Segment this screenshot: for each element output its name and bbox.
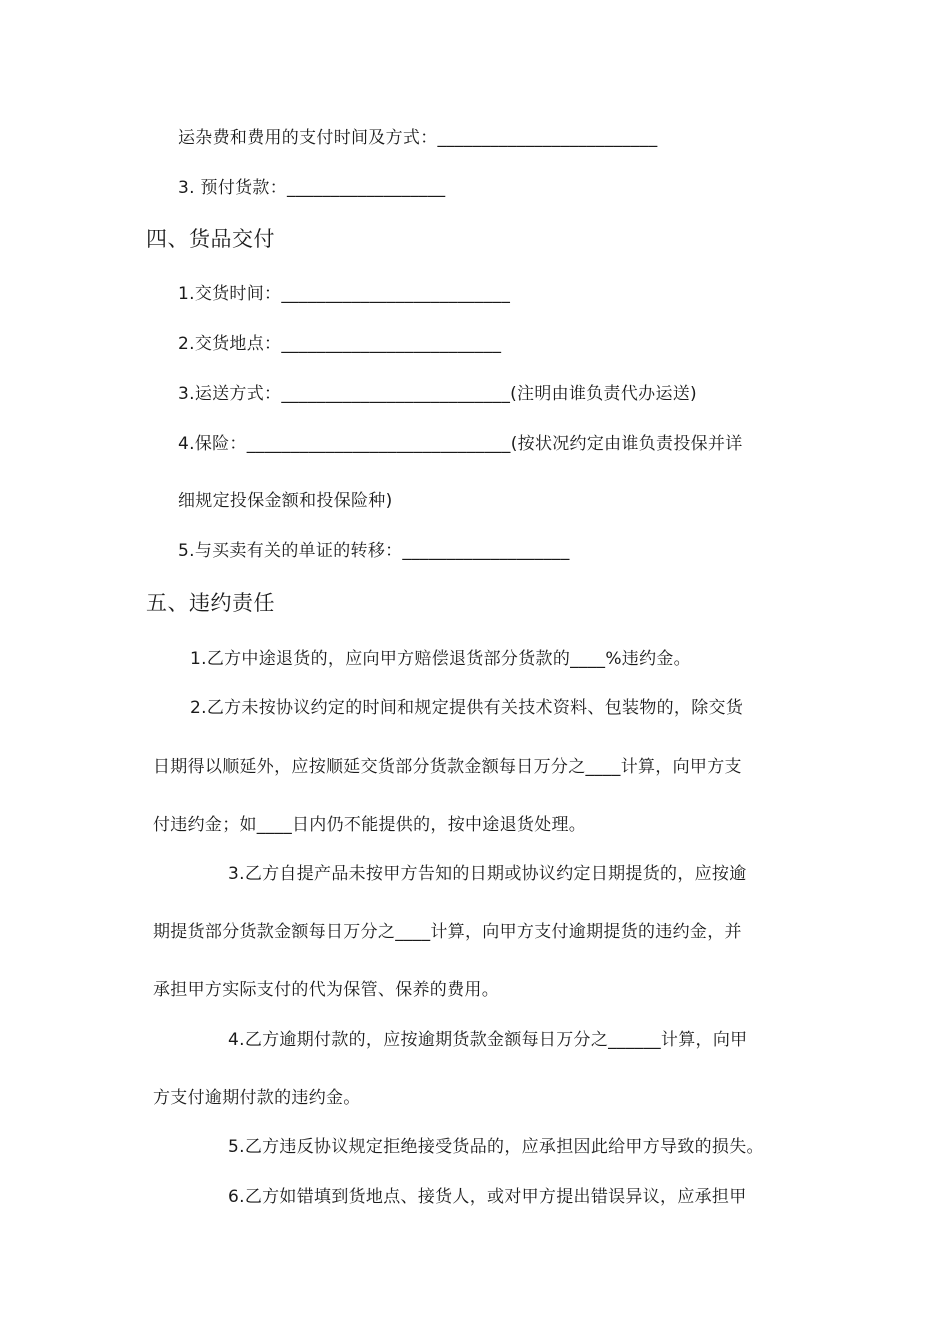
liability-line-11: 6.乙方如错填到货地点、接货人，或对甲方提出错误异议，应承担甲 bbox=[228, 1187, 747, 1207]
liability-line-5: 3.乙方自提产品未按甲方告知的日期或协议约定日期提货的，应按逾 bbox=[228, 864, 747, 884]
liability-line-4: 付违约金；如____日内仍不能提供的，按中途退货处理。 bbox=[153, 815, 587, 835]
liability-line-8: 4.乙方逾期付款的，应按逾期货款金额每日万分之______计算，向甲 bbox=[228, 1030, 748, 1050]
liability-line-9: 方支付逾期付款的违约金。 bbox=[153, 1088, 361, 1108]
liability-line-7: 承担甲方实际支付的代为保管、保养的费用。 bbox=[153, 980, 499, 1000]
freight-payment-line: 运杂费和费用的支付时间及方式：_________________________ bbox=[178, 128, 658, 148]
liability-line-10: 5.乙方违反协议规定拒绝接受货品的，应承担因此给甲方导致的损失。 bbox=[228, 1137, 764, 1157]
documents-transfer-line: 5.与买卖有关的单证的转移：___________________ bbox=[178, 541, 570, 561]
shipping-method-line: 3.运送方式：__________________________(注明由谁负责代办运送) bbox=[178, 384, 697, 404]
liability-line-1: 1.乙方中途退货的，应向甲方赔偿退货部分货款的____%违约金。 bbox=[190, 649, 691, 669]
section-heading-delivery: 四、货品交付 bbox=[146, 227, 275, 251]
insurance-line: 4.保险：______________________________(按状况约定由谁负责投保并详 bbox=[178, 434, 743, 454]
prepayment-line: 3. 预付货款：__________________ bbox=[178, 178, 446, 198]
liability-line-6: 期提货部分货款金额每日万分之____计算，向甲方支付逾期提货的违约金，并 bbox=[153, 922, 742, 942]
section-heading-liability: 五、违约责任 bbox=[146, 591, 275, 615]
delivery-time-line: 1.交货时间：__________________________ bbox=[178, 284, 511, 304]
liability-line-2: 2.乙方未按协议约定的时间和规定提供有关技术资料、包装物的，除交货 bbox=[190, 698, 744, 718]
insurance-line-cont: 细规定投保金额和投保险种) bbox=[178, 491, 393, 511]
liability-line-3: 日期得以顺延外，应按顺延交货部分货款金额每日万分之____计算，向甲方支 bbox=[153, 757, 742, 777]
delivery-place-line: 2.交货地点：_________________________ bbox=[178, 334, 502, 354]
